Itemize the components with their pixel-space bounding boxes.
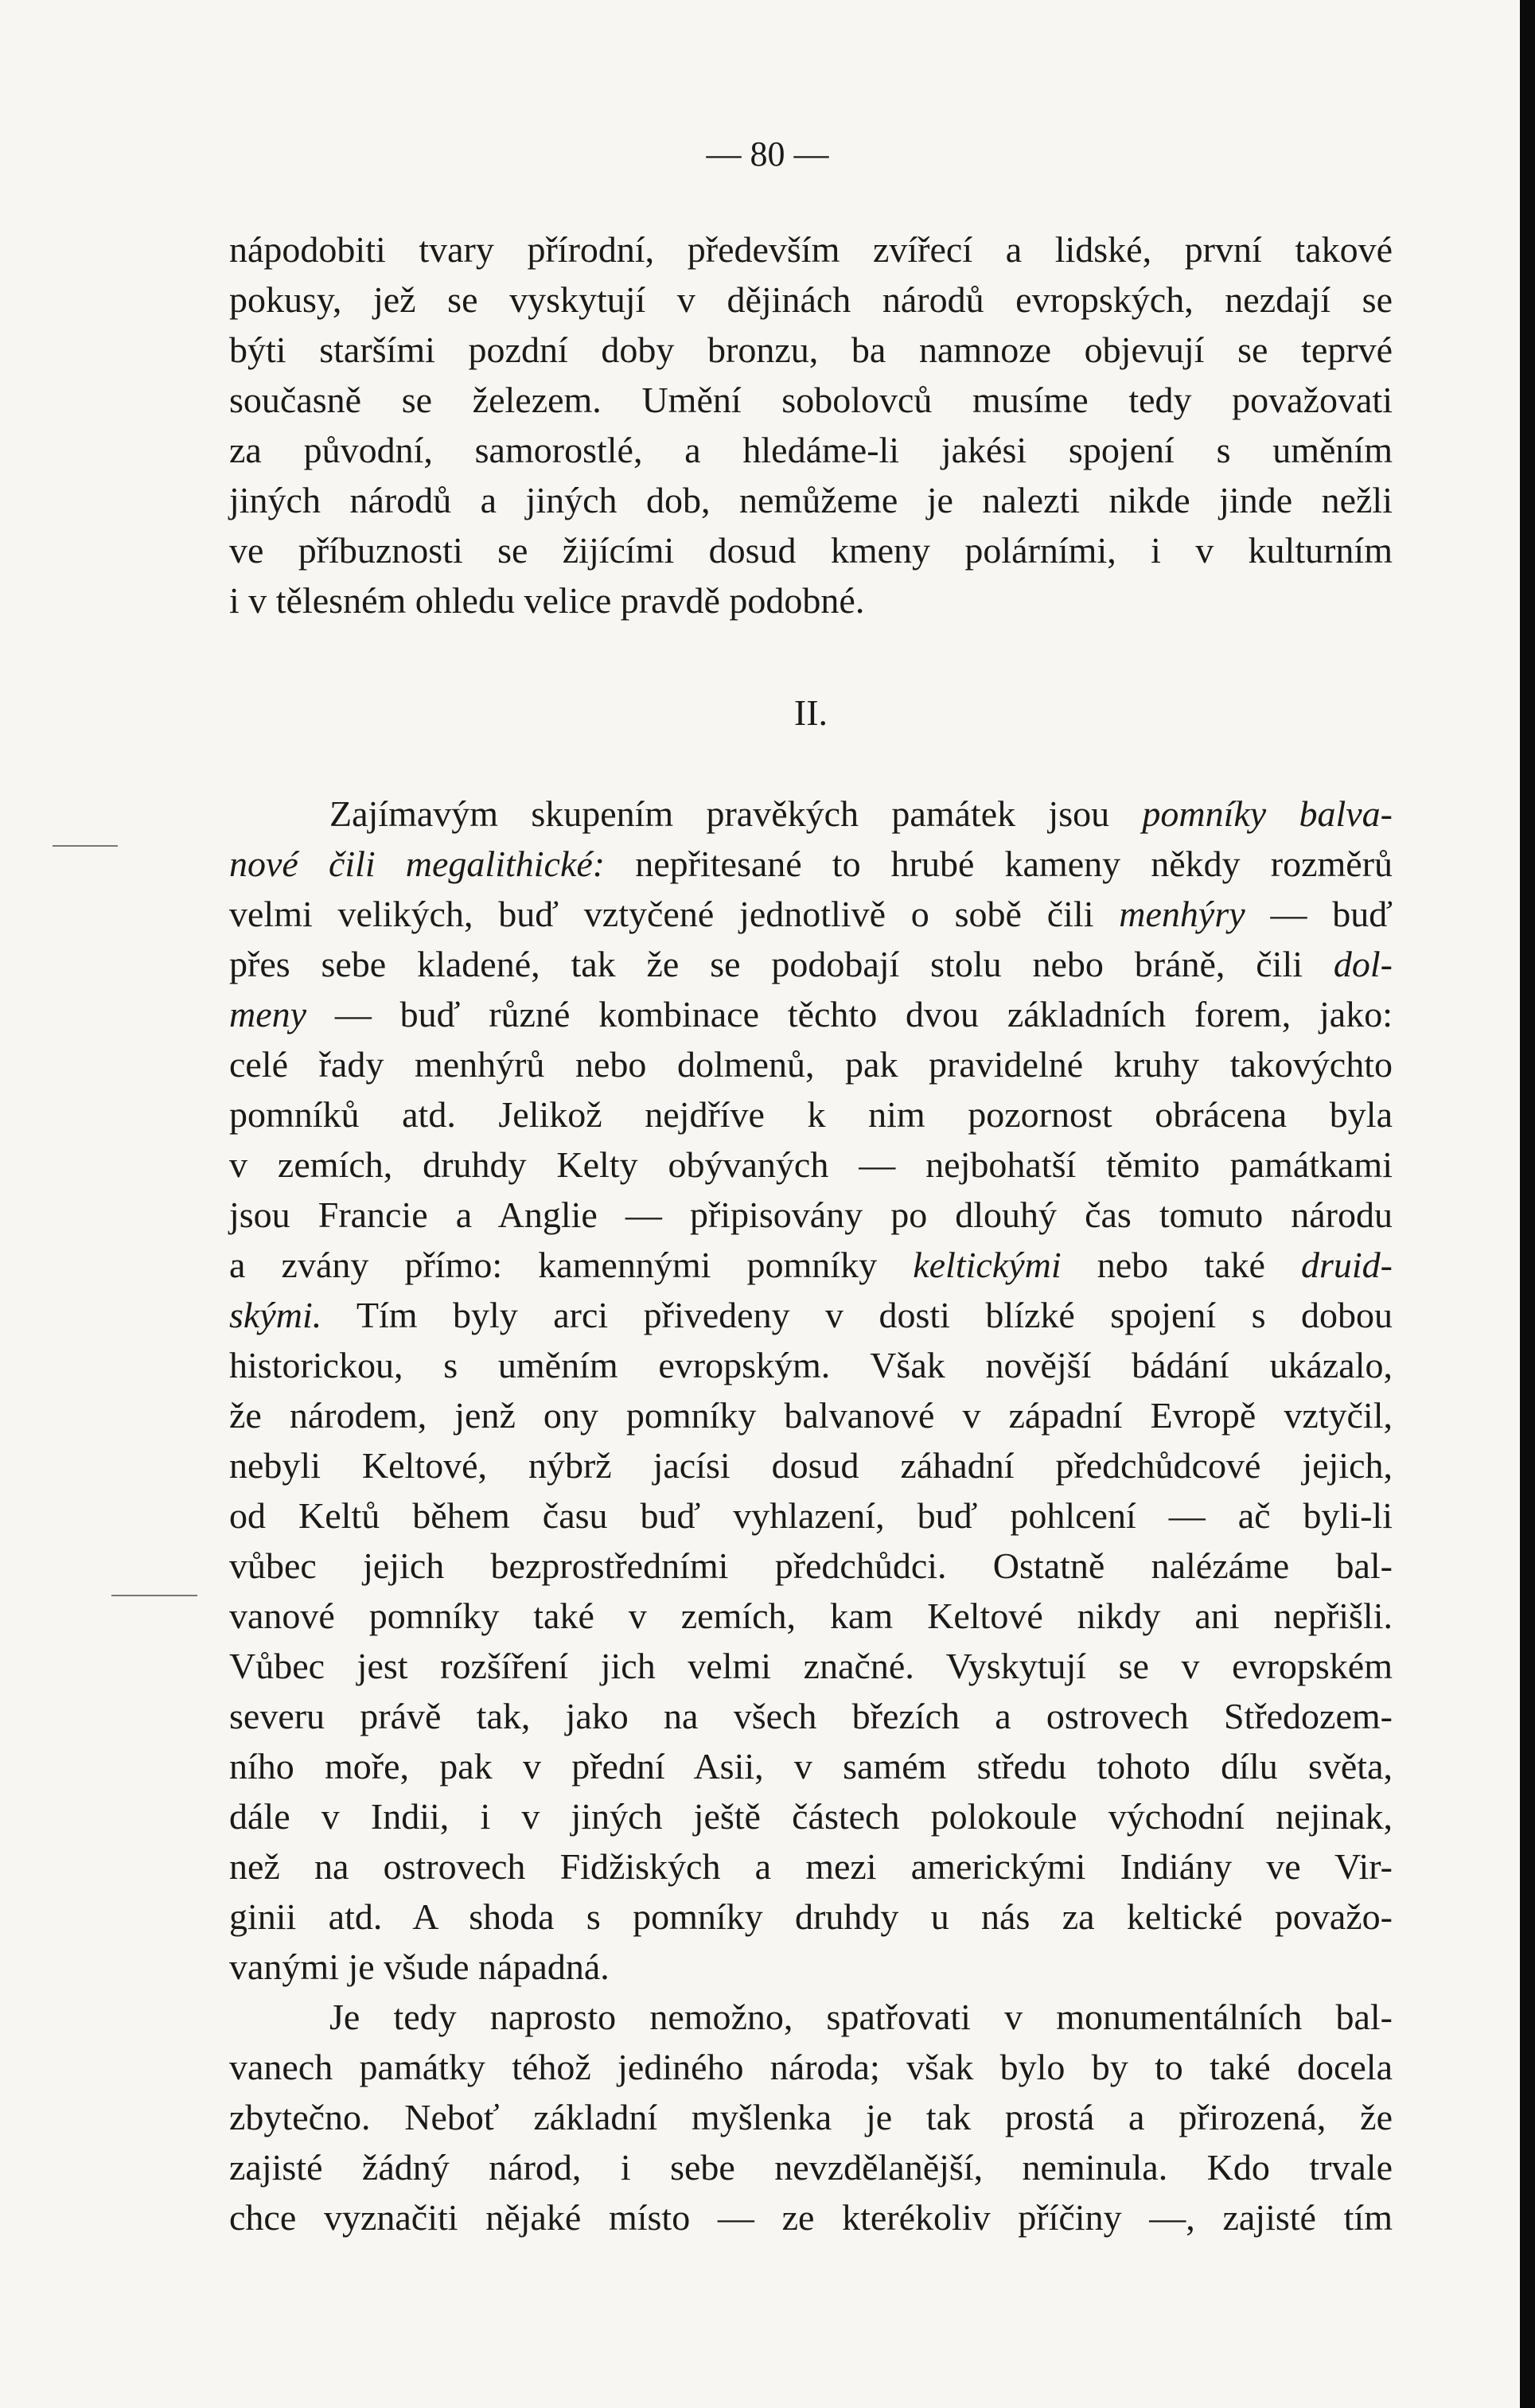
scan-edge-strip [1520, 0, 1535, 2408]
italic-term: skými. [229, 1295, 322, 1335]
text-line [229, 1290, 1393, 1340]
text-line: severu právě tak, jako na všech březích a ostrovech Středozem- [229, 1696, 1393, 1736]
italic-term: menhýry [1119, 894, 1245, 934]
text-line: v zemích, druhdy Kelty obývaných — nejbohatší těmito památkami [229, 1144, 1393, 1185]
text-run: přes sebe kladené, tak že se podobají stolu nebo bráně, čili [229, 944, 1334, 984]
text-run: Tím byly arci přivedeny v dosti blízké spojení s dobou [321, 1295, 1393, 1335]
text-line: ve příbuznosti se žijícími dosud kmeny polárními, i v kulturním [229, 530, 1393, 571]
text-line: vůbec jejich bezprostředními předchůdci. Ostatně nalézáme bal- [229, 1545, 1393, 1586]
text-run: nepřitesané to hrubé kameny někdy rozměrů [605, 844, 1393, 884]
italic-term: druid- [1301, 1245, 1393, 1285]
text-line: dále v Indii, i v jiných ještě částech polokoule východní nejinak, [229, 1796, 1393, 1837]
text-run: — buď [1245, 894, 1393, 934]
text-line: vanové pomníky také v zemích, kam Keltové nikdy ani nepřišli. [229, 1596, 1393, 1636]
text-line [229, 939, 1393, 989]
text-line [229, 889, 1393, 939]
text-line: Je tedy naprosto nemožno, spatřovati v monumentálních bal- [329, 1997, 1393, 2037]
text-line: že národem, jenž ony pomníky balvanové v západní Evropě vztyčil, [229, 1395, 1393, 1436]
italic-term: nové čili megalithické: [229, 844, 606, 884]
text-line: vanech památky téhož jediného národa; však bylo by to také docela [229, 2047, 1393, 2087]
text-line [229, 839, 1393, 889]
text-line: zbytečno. Neboť základní myšlenka je tak prostá a přirozená, že [229, 2097, 1393, 2137]
italic-term: meny [229, 994, 307, 1035]
text-line: od Keltů během času buď vyhlazení, buď pohlcení — ač byli-li [229, 1495, 1393, 1536]
text-run: a zvány přímo: kamennými pomníky [229, 1245, 914, 1285]
text-line: ginii atd. A shoda s pomníky druhdy u nás za keltické považo- [229, 1896, 1393, 1937]
text-line: historickou, s uměním evropským. Však novější bádání ukázalo, [229, 1345, 1393, 1385]
text-run: velmi velikých, buď vztyčené jednotlivě o sobě čili [229, 894, 1120, 934]
italic-term: pomníky balva- [1142, 793, 1393, 834]
text-run: — buď různé kombinace těchto dvou základních forem, jako: [306, 994, 1393, 1035]
text-line: jsou Francie a Anglie — připisovány po dlouhý čas tomuto národu [229, 1194, 1393, 1235]
text-line: současně se železem. Umění sobolovců musíme tedy považovati [229, 380, 1393, 420]
text-line: pokusy, jež se vyskytují v dějinách národů evropských, nezdají se [229, 279, 1393, 320]
text-line: nebyli Keltové, nýbrž jacísi dosud záhadní předchůdcové jejich, [229, 1445, 1393, 1486]
body-text [229, 224, 1393, 2242]
text-line: jiných národů a jiných dob, nemůžeme je nalezti nikde jinde nežli [229, 480, 1393, 520]
margin-pencil-mark [53, 845, 118, 847]
margin-pencil-mark [111, 1595, 197, 1596]
text-line: Vůbec jest rozšíření jich velmi značné. Vyskytují se v evropském [229, 1646, 1393, 1686]
text-line: zajisté žádný národ, i sebe nevzdělanější, neminula. Kdo trvale [229, 2147, 1393, 2188]
paragraph-2 [229, 789, 1393, 1992]
italic-term: keltickými [913, 1245, 1062, 1285]
text-line: vanými je všude nápadná. [229, 1946, 610, 1987]
paragraph-3 [229, 1992, 1393, 2242]
text-line [229, 789, 1393, 839]
text-line: býti staršími pozdní doby bronzu, ba namnoze objevují se teprvé [229, 329, 1393, 370]
text-line: za původní, samorostlé, a hledáme-li jakési spojení s uměním [229, 430, 1393, 470]
text-line: než na ostrovech Fidžiských a mezi americkými Indiány ve Vir- [229, 1846, 1393, 1887]
text-run: nebo také [1061, 1245, 1301, 1285]
text-run: Zajímavým skupením pravěkých památek jsou [329, 793, 1143, 834]
text-line [229, 989, 1393, 1039]
text-line: pomníků atd. Jelikož nejdříve k nim pozornost obrácena byla [229, 1094, 1393, 1135]
paragraph-1 [229, 224, 1393, 625]
page-number: — 80 — [706, 134, 829, 173]
text-line: nápodobiti tvary přírodní, především zvířecí a lidské, první takové [229, 229, 1393, 270]
text-line [229, 1240, 1393, 1290]
text-line: chce vyznačiti nějaké místo — ze kterékoliv příčiny —, zajisté tím [229, 2197, 1393, 2238]
text-line: celé řady menhýrů nebo dolmenů, pak pravidelné kruhy takovýchto [229, 1044, 1393, 1085]
text-line: i v tělesném ohledu velice pravdě podobné. [229, 580, 865, 621]
section-heading: II. [793, 692, 828, 733]
italic-term: dol- [1333, 944, 1393, 984]
text-line: ního moře, pak v přední Asii, v samém středu tohoto dílu světa, [229, 1746, 1393, 1787]
